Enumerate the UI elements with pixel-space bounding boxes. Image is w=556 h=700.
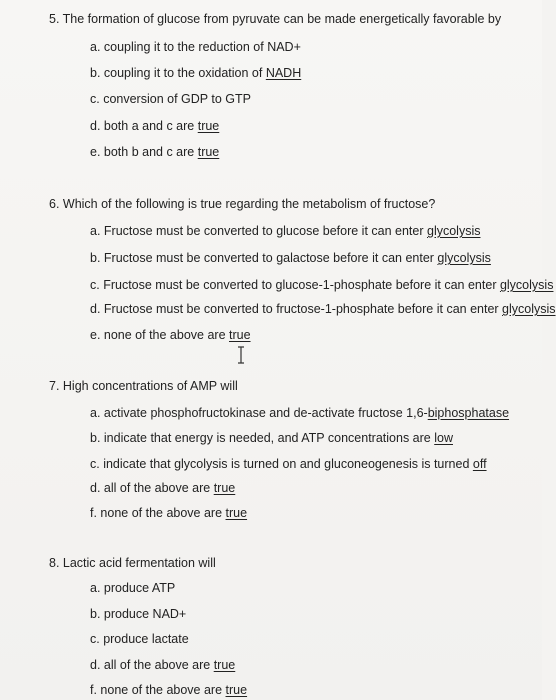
question-7-option-d: d. all of the above are true <box>90 481 236 495</box>
question-7-option-f: f. none of the above are true <box>90 506 248 520</box>
question-8-option-f: f. none of the above are true <box>90 683 248 697</box>
question-7-option-a: a. activate phosphofructokinase and de-activate fructose 1,6-biphosphatase <box>90 406 510 420</box>
question-7-stem: 7. High concentrations of AMP will <box>49 379 238 393</box>
question-6-option-b: b. Fructose must be converted to galactose before it can enter glycolysis <box>90 251 491 265</box>
question-5-stem: 5. The formation of glucose from pyruvate can be made energetically favorable by <box>49 12 502 26</box>
question-8-option-a: a. produce ATP <box>90 581 176 595</box>
question-7-option-c: c. indicate that glycolysis is turned on and gluconeogenesis is turned off <box>90 457 487 471</box>
question-6-stem: 6. Which of the following is true regarding the metabolism of fructose? <box>49 197 436 211</box>
question-6-option-d: d. Fructose must be converted to fructose-1-phosphate before it can enter glycolysis <box>90 302 556 316</box>
question-5-option-c: c. conversion of GDP to GTP <box>90 92 251 106</box>
question-5-option-b: b. coupling it to the oxidation of NADH <box>90 66 302 80</box>
question-8-option-d: d. all of the above are true <box>90 658 236 672</box>
question-6-option-e: e. none of the above are true <box>90 328 251 342</box>
question-7-option-b: b. indicate that energy is needed, and ATP concentrations are low <box>90 431 453 445</box>
question-8-option-c: c. produce lactate <box>90 632 189 646</box>
question-8-stem: 8. Lactic acid fermentation will <box>49 556 216 570</box>
question-5-option-a: a. coupling it to the reduction of NAD+ <box>90 40 301 54</box>
question-6-option-c: c. Fructose must be converted to glucose-1-phosphate before it can enter glycolysis <box>90 278 554 292</box>
question-6-option-a: a. Fructose must be converted to glucose before it can enter glycolysis <box>90 224 481 238</box>
text-cursor-icon <box>236 346 246 364</box>
question-5-option-e: e. both b and c are true <box>90 145 220 159</box>
question-8-option-b: b. produce NAD+ <box>90 607 187 621</box>
question-5-option-d: d. both a and c are true <box>90 119 220 133</box>
